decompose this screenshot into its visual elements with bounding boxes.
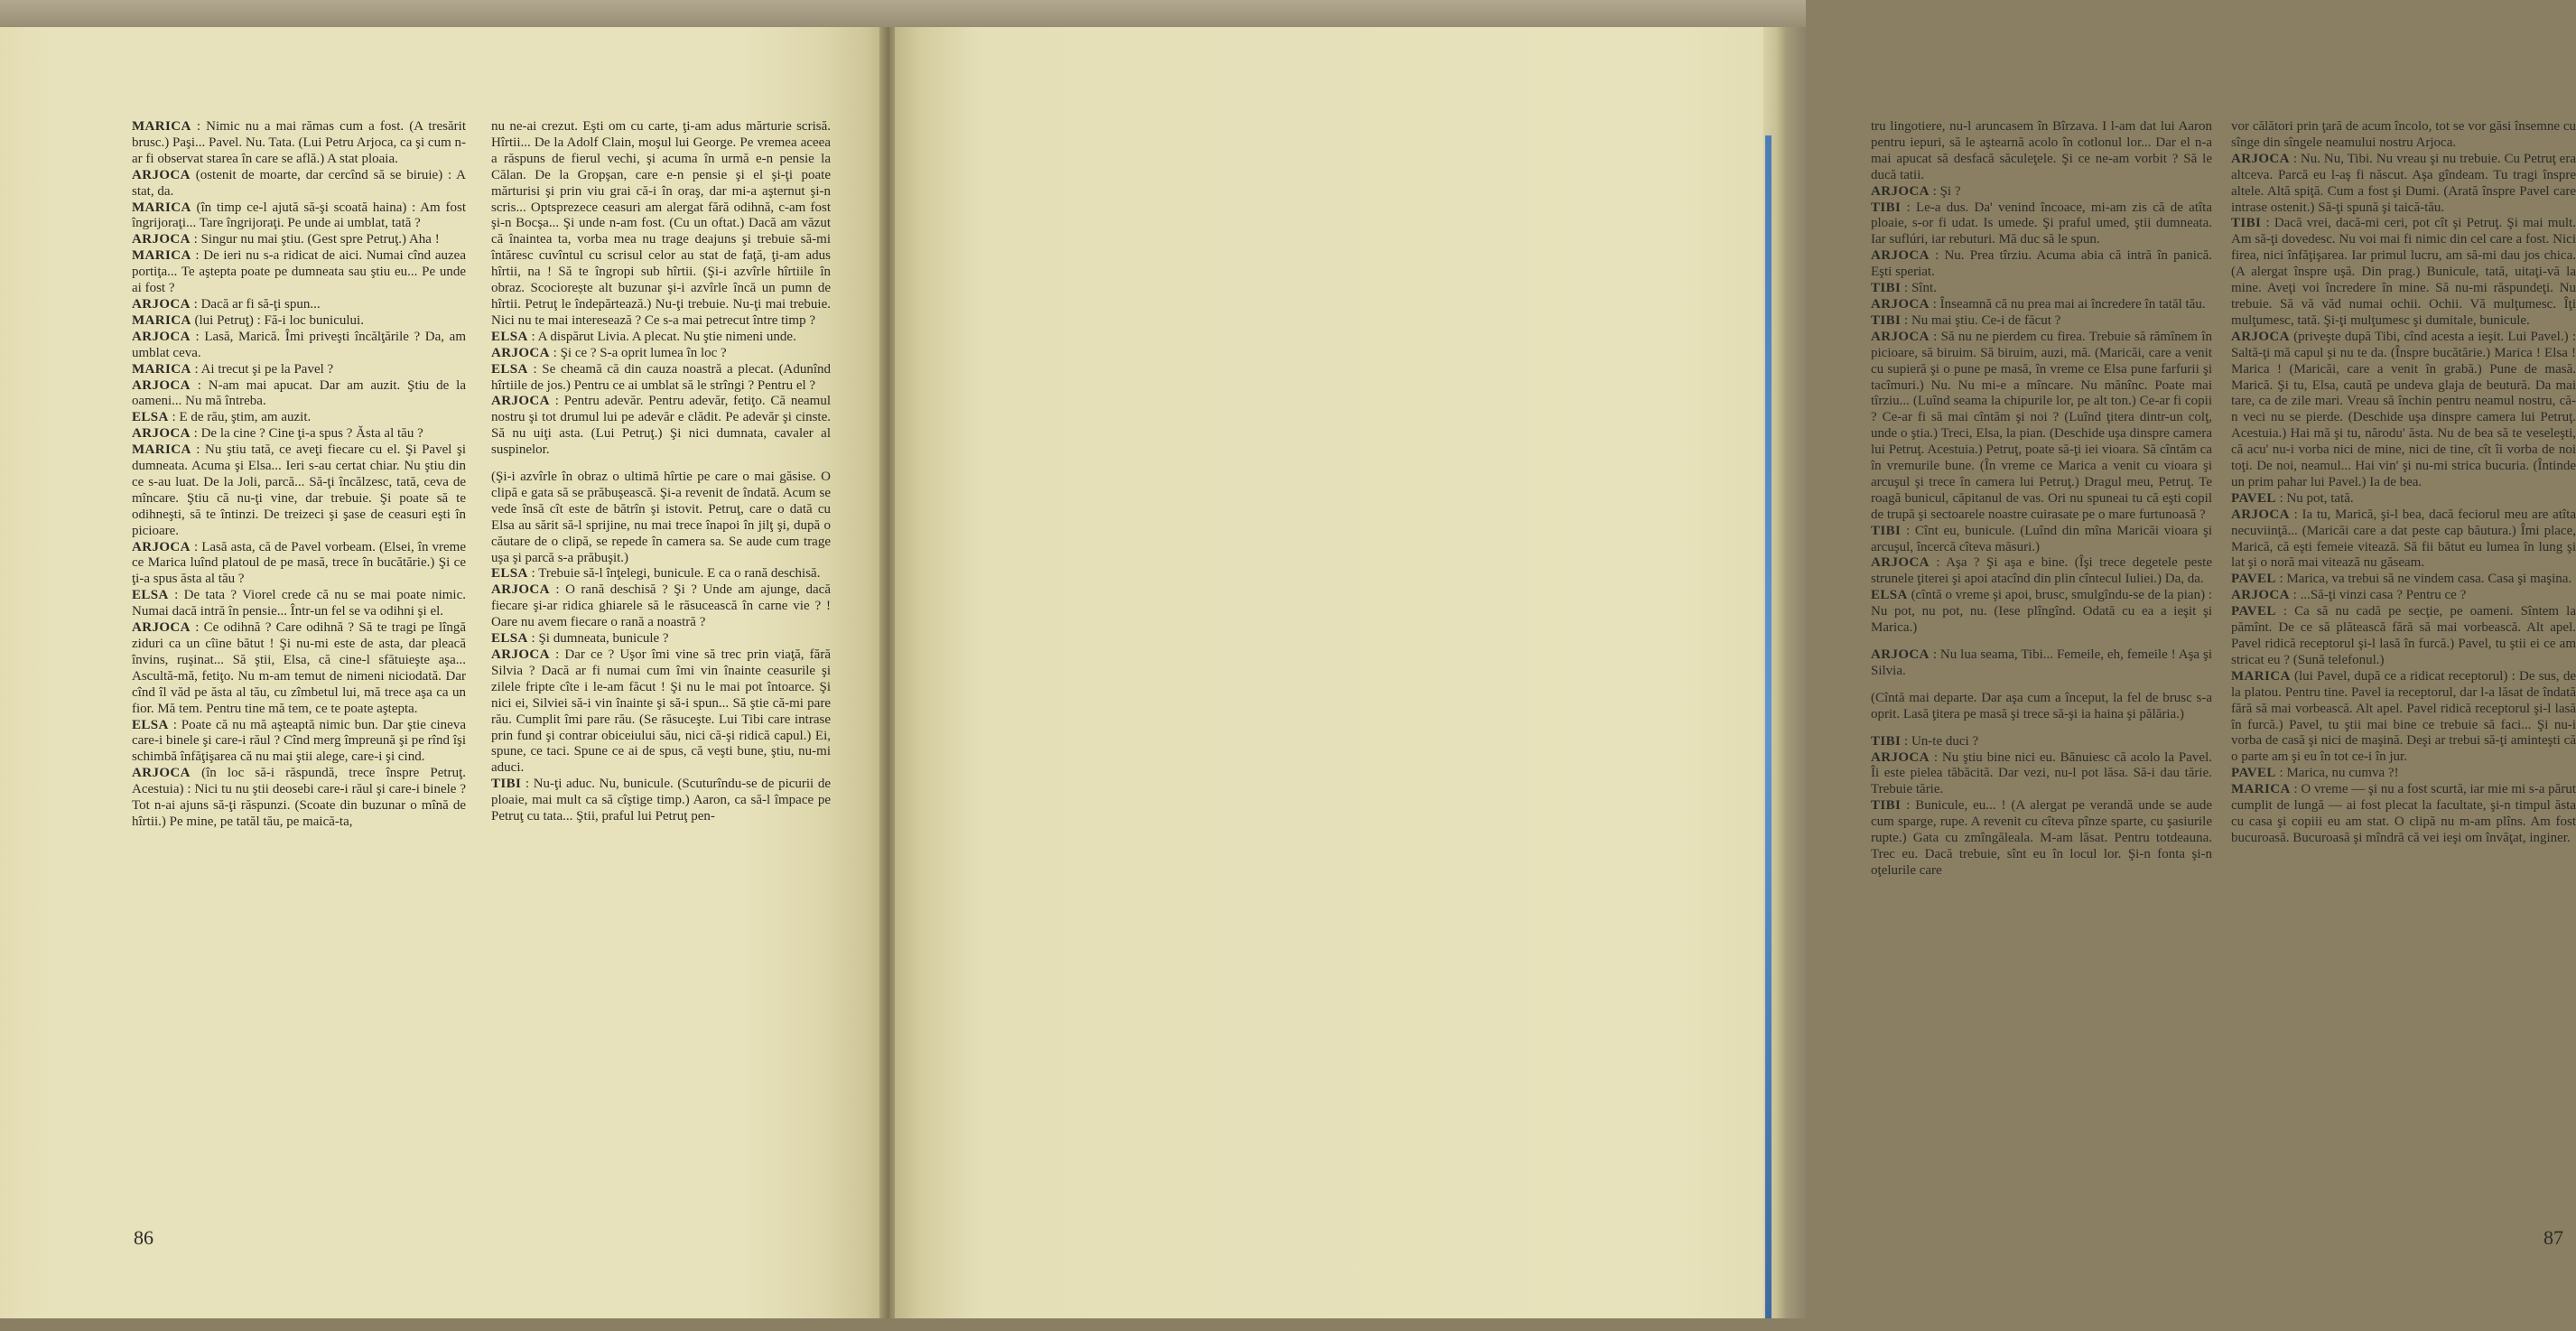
paragraph: ARJOCA : Nu. Prea tîrziu. Acuma abia că intră în panică. Eşti speriat. — [1871, 248, 2212, 280]
speaker-name: ARJOCA — [1871, 296, 1930, 312]
speaker-name: ARJOCA — [2231, 151, 2290, 166]
paragraph: MARICA : Nimic nu a mai rămas cum a fost. (A tresărit brusc.) Paşi... Pavel. Nu. Tata. (Lui Petru Arjoca, ca şi cum n-ar fi observat starea în care se află.) A stat ploaia. — [132, 119, 466, 166]
paragraph: TIBI : Le-a dus. Da' venind încoace, mi-am zis că de atîta ploaie, s-or fi udat. Is umede. Şi praful umed, ştii dumneata. Iar suflúri, iar rebuturi. Mă duc să le spun. — [1871, 200, 2212, 247]
paragraph: ARJOCA : Nu. Nu, Tibi. Nu vreau şi nu trebuie. Cu Petruţ era altceva. Parcă eu l-aş fi născut. Aşa gîndeam. Tu tragi înspre altele. Altă spiţă. Cum a fost şi Dumi. (Arată înspre Pavel care intrase ostenit.) Să-ţi spună şi taică-tău. — [2231, 151, 2576, 215]
speaker-name: ARJOCA — [132, 377, 191, 393]
paragraph: ARJOCA (ostenit de moarte, dar cercînd să se biruie) : A stat, da. — [132, 167, 466, 199]
paragraph: MARICA (lui Petruţ) : Fă-i loc bunicului. — [132, 312, 364, 328]
speaker-name: ARJOCA — [132, 426, 191, 442]
paragraph: TIBI : Nu-ţi aduc. Nu, bunicule. (Scuturîndu-se de picurii de ploaie, mai mult ca să cîştige timp.) Aaron, ca să-l împace pe Petruţ cu tata... Ştii, praful lui Petruţ pen- — [491, 777, 831, 824]
paragraph: (Cîntă mai departe. Dar aşa cum a început, la fel de brusc s-a oprit. Lasă ţitera pe masă şi trece să-şi ia haina şi pălăria.) — [1871, 690, 2212, 721]
speaker-name: ELSA — [132, 410, 169, 425]
speaker-name: ARJOCA — [132, 329, 191, 344]
speaker-name: ELSA — [132, 588, 169, 603]
paragraph: ARJOCA : Aşa ? Şi aşa e bine. (Îşi trece degetele peste strunele ţiterei şi apoi atacînd din plin cîntecul Iuliei.) Da, da. — [1871, 555, 2212, 587]
speaker-name: MARICA — [132, 312, 191, 328]
paragraph: ARJOCA : N-am mai apucat. Dar am auzit. Ştiu de la oameni... Nu mă întreba. — [132, 377, 466, 409]
speaker-name: TIBI — [1871, 200, 1902, 215]
paragraph: ARJOCA : Înseamnă că nu prea mai ai încredere în tatăl tău. — [1871, 296, 2206, 312]
paragraph: PAVEL : Nu pot, tată. — [2231, 490, 2354, 506]
paragraph: ELSA : De tata ? Viorel crede că nu se mai poate nimic. Numai dacă intră în pensie... Într-un fel se va odihni şi el. — [132, 588, 466, 619]
paragraph: ARJOCA : Singur nu mai ştiu. (Gest spre Petruţ.) Aha ! — [132, 232, 440, 247]
paragraph: ARJOCA : Dacă ar fi să-ţi spun... — [132, 296, 321, 312]
paragraph: ARJOCA : Şi ce ? S-a oprit lumea în loc ? — [491, 345, 727, 360]
speaker-name: ARJOCA — [491, 345, 550, 360]
paragraph: ARJOCA : Ce odihnă ? Care odihnă ? Să te tragi pe lîngă ziduri ca un cîine bătut ! Şi nu-mi este de asta, dar pleacă învins, ruşinat... Să ştii, Elsa, că cine-l sfătuieşte aşa... Ascultă-mă, fetiţo. Nu m-am temut de nimeni niciodată. Dar cînd îl văd pe ăsta al tău, cu zîmbetul lui, mă trece aşa ca un fior. Mă tem. Pentru tine mă tem, ce te poate aştepta. — [132, 620, 466, 716]
speaker-name: ARJOCA — [491, 394, 550, 409]
speaker-name: ELSA — [491, 631, 528, 647]
paragraph: ARJOCA : Să nu ne pierdem cu firea. Trebuie să rămînem în picioare, să biruim. Să biruim, auzi, mă. (Maricăi, care a venit cu supieră şi o pune pe masă, în vreme ce Elsa pune farfurii şi tacîmuri.) Nu. Nu mi-e a mîncare. Nu mănînc. Poate mai tîrziu... (Luînd seama la chipurile lor, pe alt ton.) Ce-ar fi copii ? Ce-ar fi să mai cîntăm şi noi ? (Luînd ţitera dintr-un colţ, unde o ştia.) Treci, Elsa, la pian. (Deschide uşa dinspre camera lui Petruţ. Acestuia.) Petruţ, poate să-ţi iei vioara. Să cîntăm ca în vremurile bune. (În vreme ce Marica a venit cu vioara şi arcuşul şi trece în camera lui Petruţ.) Dragul meu, Petruţ. Te roagă bunicul, căpitanul de vas. Ori nu spuneai tu că eşti copil de trupă şi sectoarele noastre cuirasate pe o mare furtunoasă ? — [1871, 329, 2212, 522]
paragraph: TIBI : Dacă vrei, dacă-mi ceri, pot cît şi Petruţ. Şi mai mult. Am să-ţi dovedesc. Nu voi mai fi nimic din cel care a fost. Nici firea, nici înfăţişarea. Iar primul lucru, am să-mi dau jos chica. (A alergat înspre uşă. Din prag.) Bunicule, tată, uitaţi-vă la mine. Aveţi voi încredere în mine. Să nu-mi răspundeţi. Nu trebuie. Să vă văd numai ochii. Ochii. Vă mulţumesc. Îţi mulţumesc, tată. Şi-ţi mulţumesc şi dumitale, bunicule. — [2231, 216, 2576, 328]
right-page-column-2 — [2231, 119, 2576, 847]
paragraph: ARJOCA : Dar ce ? Uşor îmi vine să trec prin viaţă, fără Silvia ? Dacă ar fi numai cum îmi vin înainte ceasurile şi zilele fripte cîte i le-am făcut ! Şi nu le mai pot întoarce. Şi nici ei, Silviei să-i vin înainte şi să-i spun... Să ştie că-mi pare rău. Cumplit îmi pare rău. (Se răsuceşte. Lui Tibi care intrase prin fund şi contrar obiceiului său, nici că-şi ridică capul.) Ei, spune, ce taci. Spune ce ai de spus, că veşti bune, ştiu, nu-mi aduci. — [491, 647, 831, 776]
paragraph: ARJOCA : Lasă, Marică. Îmi priveşti încălţările ? Da, am umblat ceva. — [132, 329, 466, 360]
paragraph: MARICA (în timp ce-l ajută să-şi scoată haina) : Am fost îngrijoraţi... Tare îngrijoraţi. Pe unde ai umblat, tată ? — [132, 200, 466, 231]
speaker-name: ARJOCA — [1871, 183, 1930, 199]
paragraph: (Şi-i azvîrle în obraz o ultimă hîrtie pe care o mai găsise. O clipă e gata să se prăbuşească. Şi-a revenit de îndată. Acum se vede însă cît este de bătrîn şi istovit. Petruţ, care o dată cu Elsa au sărit să-l sprijine, nu mai trece înapoi în jilţ şi, după o căutare de o clipă, se repede în camera sa. Se aude cum trage uşa şi parcă s-a prăbuşit.) — [491, 470, 831, 565]
speaker-name: MARICA — [2231, 782, 2291, 797]
paragraph: ELSA : E de rău, ştim, am auzit. — [132, 410, 312, 425]
paragraph: PAVEL : Ca să nu cadă pe secţie, pe oameni. Sîntem la pămînt. De ce să plătească fără să mai vorbească. Alt apel. Pavel ridică receptorul şi-l lasă în furcă.) Pavel, tu ştii ei ce am stricat eu ? (Sună telefonul.) — [2231, 604, 2576, 667]
paragraph: ARJOCA : Şi ? — [1871, 183, 1961, 199]
paragraph: TIBI : Cînt eu, bunicule. (Luînd din mîna Maricăi vioara şi arcuşul, încercă cîteva măsuri.) — [1871, 523, 2212, 554]
paragraph: vor călători prin ţară de acum încolo, tot se vor găsi însemne cu sînge din sîngele neamului nostru Arjoca. — [2231, 119, 2576, 150]
speaker-name: ARJOCA — [132, 539, 191, 554]
paragraph: ARJOCA : Ia tu, Marică, şi-l bea, dacă feciorul meu are atîta necuviinţă... (Maricăi care a dat peste cap băutura.) Îmi place, Marică, că eşti femeie vitează. Să fii bătut eu lumea în lung şi lat şi o noră mai vitează nu găseam. — [2231, 507, 2576, 571]
speaker-name: PAVEL — [2231, 604, 2276, 619]
paragraph: PAVEL : Marica, nu cumva ?! — [2231, 766, 2399, 781]
paragraph: MARICA : O vreme — şi nu a fost scurtă, iar mie mi s-a părut cumplit de lungă — ai fost plecat la facultate, şi-n timpul ăsta cu casa şi copiii eu am stat. O clipă nu m-am plîns. Am fost bucuroasă. Bucuroasă şi mîndră că vei ieşi om învăţat, inginer. — [2231, 782, 2576, 845]
speaker-name: PAVEL — [2231, 572, 2276, 587]
speaker-name: MARICA — [2231, 668, 2291, 684]
paragraph: ARJOCA (în loc să-i răspundă, trece înspre Petruţ. Acestuia) : Nici tu nu ştii deosebi care-i răul şi care-i binele ? Tot n-ai ajuns să-ţi răspunzi. (Scoate din buzunar o mînă de hîrtii.) Pe mine, pe tatăl tău, pe maică-ta, — [132, 766, 466, 829]
speaker-name: MARICA — [132, 200, 191, 215]
paragraph: ELSA : A dispărut Livia. A plecat. Nu ştie nimeni unde. — [491, 329, 796, 344]
paragraph: ARJOCA : Pentru adevăr. Pentru adevăr, fetiţo. Că neamul nostru şi tot drumul lui pe adevăr e clădit. Pe adevăr şi cinste. Să nu uiţi asta. (Lui Petruţ.) Şi nici dumnata, cavaler al suspinelor. — [491, 394, 831, 458]
speaker-name: ELSA — [491, 329, 528, 344]
speaker-name: PAVEL — [2231, 766, 2276, 781]
speaker-name: ARJOCA — [491, 582, 550, 598]
speaker-name: TIBI — [1871, 281, 1902, 296]
paragraph: ARJOCA : O rană deschisă ? Şi ? Unde am ajunge, dacă fiecare şi-ar ridica ghiarele să le răsucească în carne vie ? ! Oare nu avem fiecare o rană a noastră ? — [491, 582, 831, 630]
speaker-name: ARJOCA — [1871, 647, 1930, 662]
paragraph: MARICA : Nu ştiu tată, ce aveţi fiecare cu el. Şi Pavel şi dumneata. Acuma şi Elsa... Ieri s-au certat chiar. Nu ştiu din ce s-au luat. De la Joli, parcă... Să-ţi încălzesc, tată, ceva de mîncare. Ştiu că nu-ţi vine, dar trebuie. Şi poate să te odihneşti, să te întinzi. De treizeci şi şase de ceasuri eşti în picioare. — [132, 442, 466, 538]
speaker-name: MARICA — [132, 119, 191, 134]
paragraph: MARICA : De ieri nu s-a ridicat de aici. Numai cînd auzea portiţa... Te aştepta poate pe dumneata sau ştiu eu... Pe unde ai fost ? — [132, 248, 466, 296]
paragraph: ELSA : Trebuie să-l înţelegi, bunicule. E ca o rană deschisă. — [491, 566, 821, 582]
speaker-name: ARJOCA — [2231, 507, 2290, 522]
paragraph: TIBI : Sînt. — [1871, 281, 1937, 296]
paragraph: ELSA : Poate că nu mă aşteaptă nimic bun. Dar ştie cineva care-i binele şi care-i răul ? Cînd merg împreună şi pe rînd îşi schimbă înfăţişarea că nu mai ştii alege, care-i şi cind. — [132, 717, 466, 765]
paragraph: ARJOCA (priveşte după Tibi, cînd acesta a ieşit. Lui Pavel.) : Saltă-ţi mă capul şi nu te da. (Înspre bucătărie.) Marica ! Elsa ! Marica ! (Maricăi, care a venit în grabă.) Pune de masă. Marică. Şi tu, Elsa, caută pe undeva glaja de beutură. Da mai tare, ca de zile mari. Vreau să închin pentru neamul nostru, că-n veci nu se pierde. (Deschide uşa dinspre camera lui Petruţ. Acestuia.) Hai mă şi tu, nărodu' ăsta. Nu de bea să te veseleşti, că acu' nu-i vorba nici de mine, nici de tine, cît îi vorba de noi toţi. De noi, neamul... Hai vin' şi nu-mi strica bucuria. (Întinde un prim pahar lui Pavel.) Ia de bea. — [2231, 329, 2576, 489]
speaker-name: MARICA — [132, 442, 191, 458]
paragraph: MARICA (lui Pavel, după ce a ridicat receptorul) : De sus, de la platou. Pentru tine. Pavel ia receptorul, dar l-a lăsat de îndată fără să mai vorbească. Alt apel. Pavel ridică receptorul şi-l lasă în furcă.) Pavel, tu ştii mai bine ce trebuie să faci... Şi nu-i vorba de casă şi nici de maşină. Deşi ar trebui să-ţi aminteşti că o parte am şi eu în tot ce-i în jur. — [2231, 668, 2576, 765]
paragraph: ARJOCA : De la cine ? Cine ţi-a spus ? Ăsta al tău ? — [132, 426, 423, 442]
speaker-name: TIBI — [1871, 523, 1902, 538]
paragraph: PAVEL : Marica, va trebui să ne vindem casa. Casa şi maşina. — [2231, 572, 2572, 587]
paragraph: ARJOCA : Nu ştiu bine nici eu. Bănuiesc că acolo la Pavel. Îi este pielea tăbăcită. Dar vezi, nu-l pot lăsa. Să-i dau tărie. Trebuie tărie. — [1871, 749, 2212, 797]
speaker-name: TIBI — [1871, 733, 1902, 749]
paragraph: ARJOCA : Nu lua seama, Tibi... Femeile, eh, femeile ! Aşa şi Silvia. — [1871, 647, 2212, 678]
left-page — [0, 27, 883, 1318]
speaker-name: ARJOCA — [132, 232, 191, 247]
paragraph: MARICA : Ai trecut şi pe la Pavel ? — [132, 361, 334, 377]
speaker-name: ELSA — [1871, 588, 1908, 603]
blue-cover-edge — [1765, 135, 1772, 1318]
paragraph: ELSA : Şi dumneata, bunicule ? — [491, 631, 669, 647]
speaker-name: MARICA — [132, 248, 191, 264]
paragraph: TIBI : Bunicule, eu... ! (A alergat pe verandă unde se aude cum sparge, rupe. A revenit cu cîteva pînze sparte, cu şasiurile rupte.) Gata cu zmîngăleala. M-am lăsat. Pentru totdeauna. Trec eu. Dacă trebuie, sînt eu în locul lor. Şi-n fonta şi-n oţelurile care — [1871, 798, 2212, 878]
speaker-name: ARJOCA — [132, 167, 191, 182]
speaker-name: TIBI — [1871, 312, 1902, 328]
page-number-left: 86 — [134, 1226, 153, 1249]
speaker-name: ELSA — [132, 717, 169, 732]
paragraph: ELSA : Se cheamă că din cauza noastră a plecat. (Adunînd hîrtiile de jos.) Pentru ce ai umblat să le strîngi ? Pentru el ? — [491, 361, 831, 393]
speaker-name: ARJOCA — [1871, 555, 1930, 571]
paragraph: nu ne-ai crezut. Eşti om cu carte, ţi-am adus mărturie scrisă. Hîrtii... De la Adolf Clain, moşul lui George. Pe vremea aceea a răspuns de fierul vechi, şi acuma în urmă e-n pensie la Călan. De la Gropşan, care e-n pensie şi el şi-ţi poate mărturisi şi prin viu grai că-i în oraş, dar mi-a aşternut şi-n scris... Optsprezece ceasuri am alergat fără odihnă, c-am fost şi-n Bocşa... Şi unde n-am fost. (Cu un oftat.) Dacă am văzut că înaintea ta, vorba mea nu trage deajuns şi trebuie să-mi întăresc cuvîntul cu scrisul celor au stat de faţă, ţi-am adus hîrtii, na ! Să te îngropi sub hîrtii. (Şi-i azvîrle hîrtiile în obraz. Scociorește alt buzunar şi-i azvîrle încă un pumn de hîrtii. Petruţ le îndepărtează.) Nu-ţi trebuie. Nu-ţi mai trebuie. Nici nu te mai interesează ? Ce s-a mai petrecut între timp ? — [491, 119, 831, 328]
speaker-name: ELSA — [491, 566, 528, 582]
paragraph: tru lingotiere, nu-l aruncasem în Bîrzava. I l-am dat lui Aaron pentru iepuri, să le aştearnă acolo în cotlonul lor... Dar el n-a mai apucat să desfacă săculeţele. Şi ce ne-am vorbit ? Să le ducă tatii. — [1871, 119, 2212, 182]
paragraph: TIBI : Un-te duci ? — [1871, 733, 1979, 749]
speaker-name: ARJOCA — [132, 620, 191, 636]
page-number-right: 87 — [2543, 1226, 2563, 1249]
paragraph: ELSA (cîntă o vreme şi apoi, brusc, smulgîndu-se de la pian) : Nu pot, nu pot, nu. (Iese plîngînd. Odată cu ea a ieşit şi Marica.) — [1871, 588, 2212, 636]
paragraph: TIBI : Nu mai ştiu. Ce-i de făcut ? — [1871, 312, 2061, 328]
speaker-name: ARJOCA — [491, 647, 550, 662]
speaker-name: TIBI — [2231, 216, 2262, 231]
speaker-name: ARJOCA — [2231, 329, 2290, 344]
right-page — [895, 27, 2576, 1318]
speaker-name: ARJOCA — [2231, 588, 2290, 603]
left-page-column-1 — [132, 119, 466, 831]
speaker-name: PAVEL — [2231, 490, 2276, 506]
speaker-name: ARJOCA — [132, 766, 191, 781]
left-page-column-2 — [491, 119, 831, 825]
speaker-name: ARJOCA — [1871, 329, 1930, 344]
speaker-name: ELSA — [491, 361, 528, 377]
speaker-name: ARJOCA — [132, 296, 191, 312]
speaker-name: TIBI — [1871, 798, 1902, 814]
speaker-name: ARJOCA — [1871, 248, 1930, 264]
speaker-name: MARICA — [132, 361, 191, 377]
paragraph: ARJOCA : ...Să-ţi vinzi casa ? Pentru ce ? — [2231, 588, 2467, 603]
right-page-column-1 — [1871, 119, 2212, 880]
speaker-name: ARJOCA — [1871, 749, 1930, 765]
speaker-name: TIBI — [491, 777, 522, 792]
paragraph: ARJOCA : Lasă asta, că de Pavel vorbeam. (Elsei, în vreme ce Marica luînd platoul de pe masă, trece în bucătărie.) Şi ce ţi-a spus ăsta al tău ? — [132, 539, 466, 587]
